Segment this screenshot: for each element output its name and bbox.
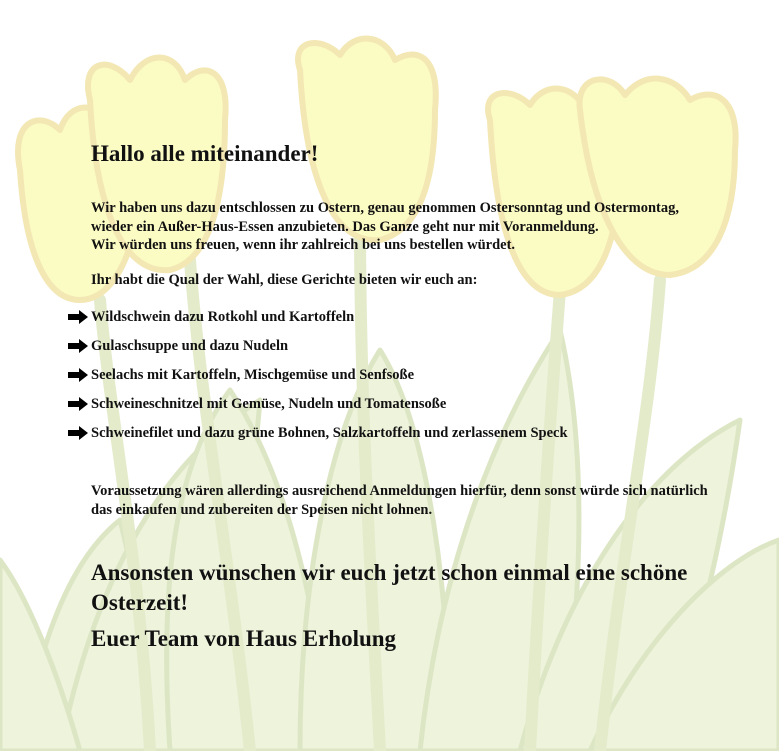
dish-label: Schweineschnitzel mit Gemüse, Nudeln und Tomatensoße <box>91 396 447 412</box>
right-arrow-icon <box>68 426 88 440</box>
dish-label: Wildschwein dazu Rotkohl und Kartoffeln <box>91 309 355 325</box>
choice-text: Ihr habt die Qual der Wahl, diese Gerichte bieten wir euch an: <box>91 272 478 288</box>
dish-item <box>68 308 568 337</box>
dish-label: Seelachs mit Kartoffeln, Mischgemüse und Senfsoße <box>91 367 415 383</box>
easter-wish: Ansonsten wünschen wir euch jetzt schon einmal eine schöne Osterzeit! <box>91 560 688 615</box>
dish-item <box>68 424 568 453</box>
dish-label: Schweinefilet und dazu grüne Bohnen, Salzkartoffeln und zerlassenem Speck <box>91 425 568 441</box>
greeting-heading: Hallo alle miteinander! <box>91 141 319 166</box>
team-signature: Euer Team von Haus Erholung <box>91 626 397 651</box>
condition-paragraph: Voraussetzung wären allerdings ausreichend Anmeldungen hierfür, denn sonst würde sich natürlich das einkaufen und zubereiten der Speisen nicht lohnen. <box>91 483 708 518</box>
intro-line-3: Wir würden uns freuen, wenn ihr zahlreich bei uns bestellen würdet. <box>91 237 516 253</box>
intro-paragraph <box>91 199 731 255</box>
intro-line-1: Wir haben uns dazu entschlossen zu Ostern, genau genommen Ostersonntag und Ostermontag, <box>91 200 679 216</box>
right-arrow-icon <box>68 310 88 324</box>
dish-list <box>68 308 568 453</box>
intro-line-2: wieder ein Außer-Haus-Essen anzubieten. Das Ganze geht nur mit Voranmeldung. <box>91 218 599 235</box>
dish-item <box>68 337 568 366</box>
right-arrow-icon <box>68 368 88 382</box>
dish-item <box>68 366 568 395</box>
dish-item <box>68 395 568 424</box>
dish-label: Gulaschsuppe und dazu Nudeln <box>91 338 289 354</box>
right-arrow-icon <box>68 397 88 411</box>
right-arrow-icon <box>68 339 88 353</box>
